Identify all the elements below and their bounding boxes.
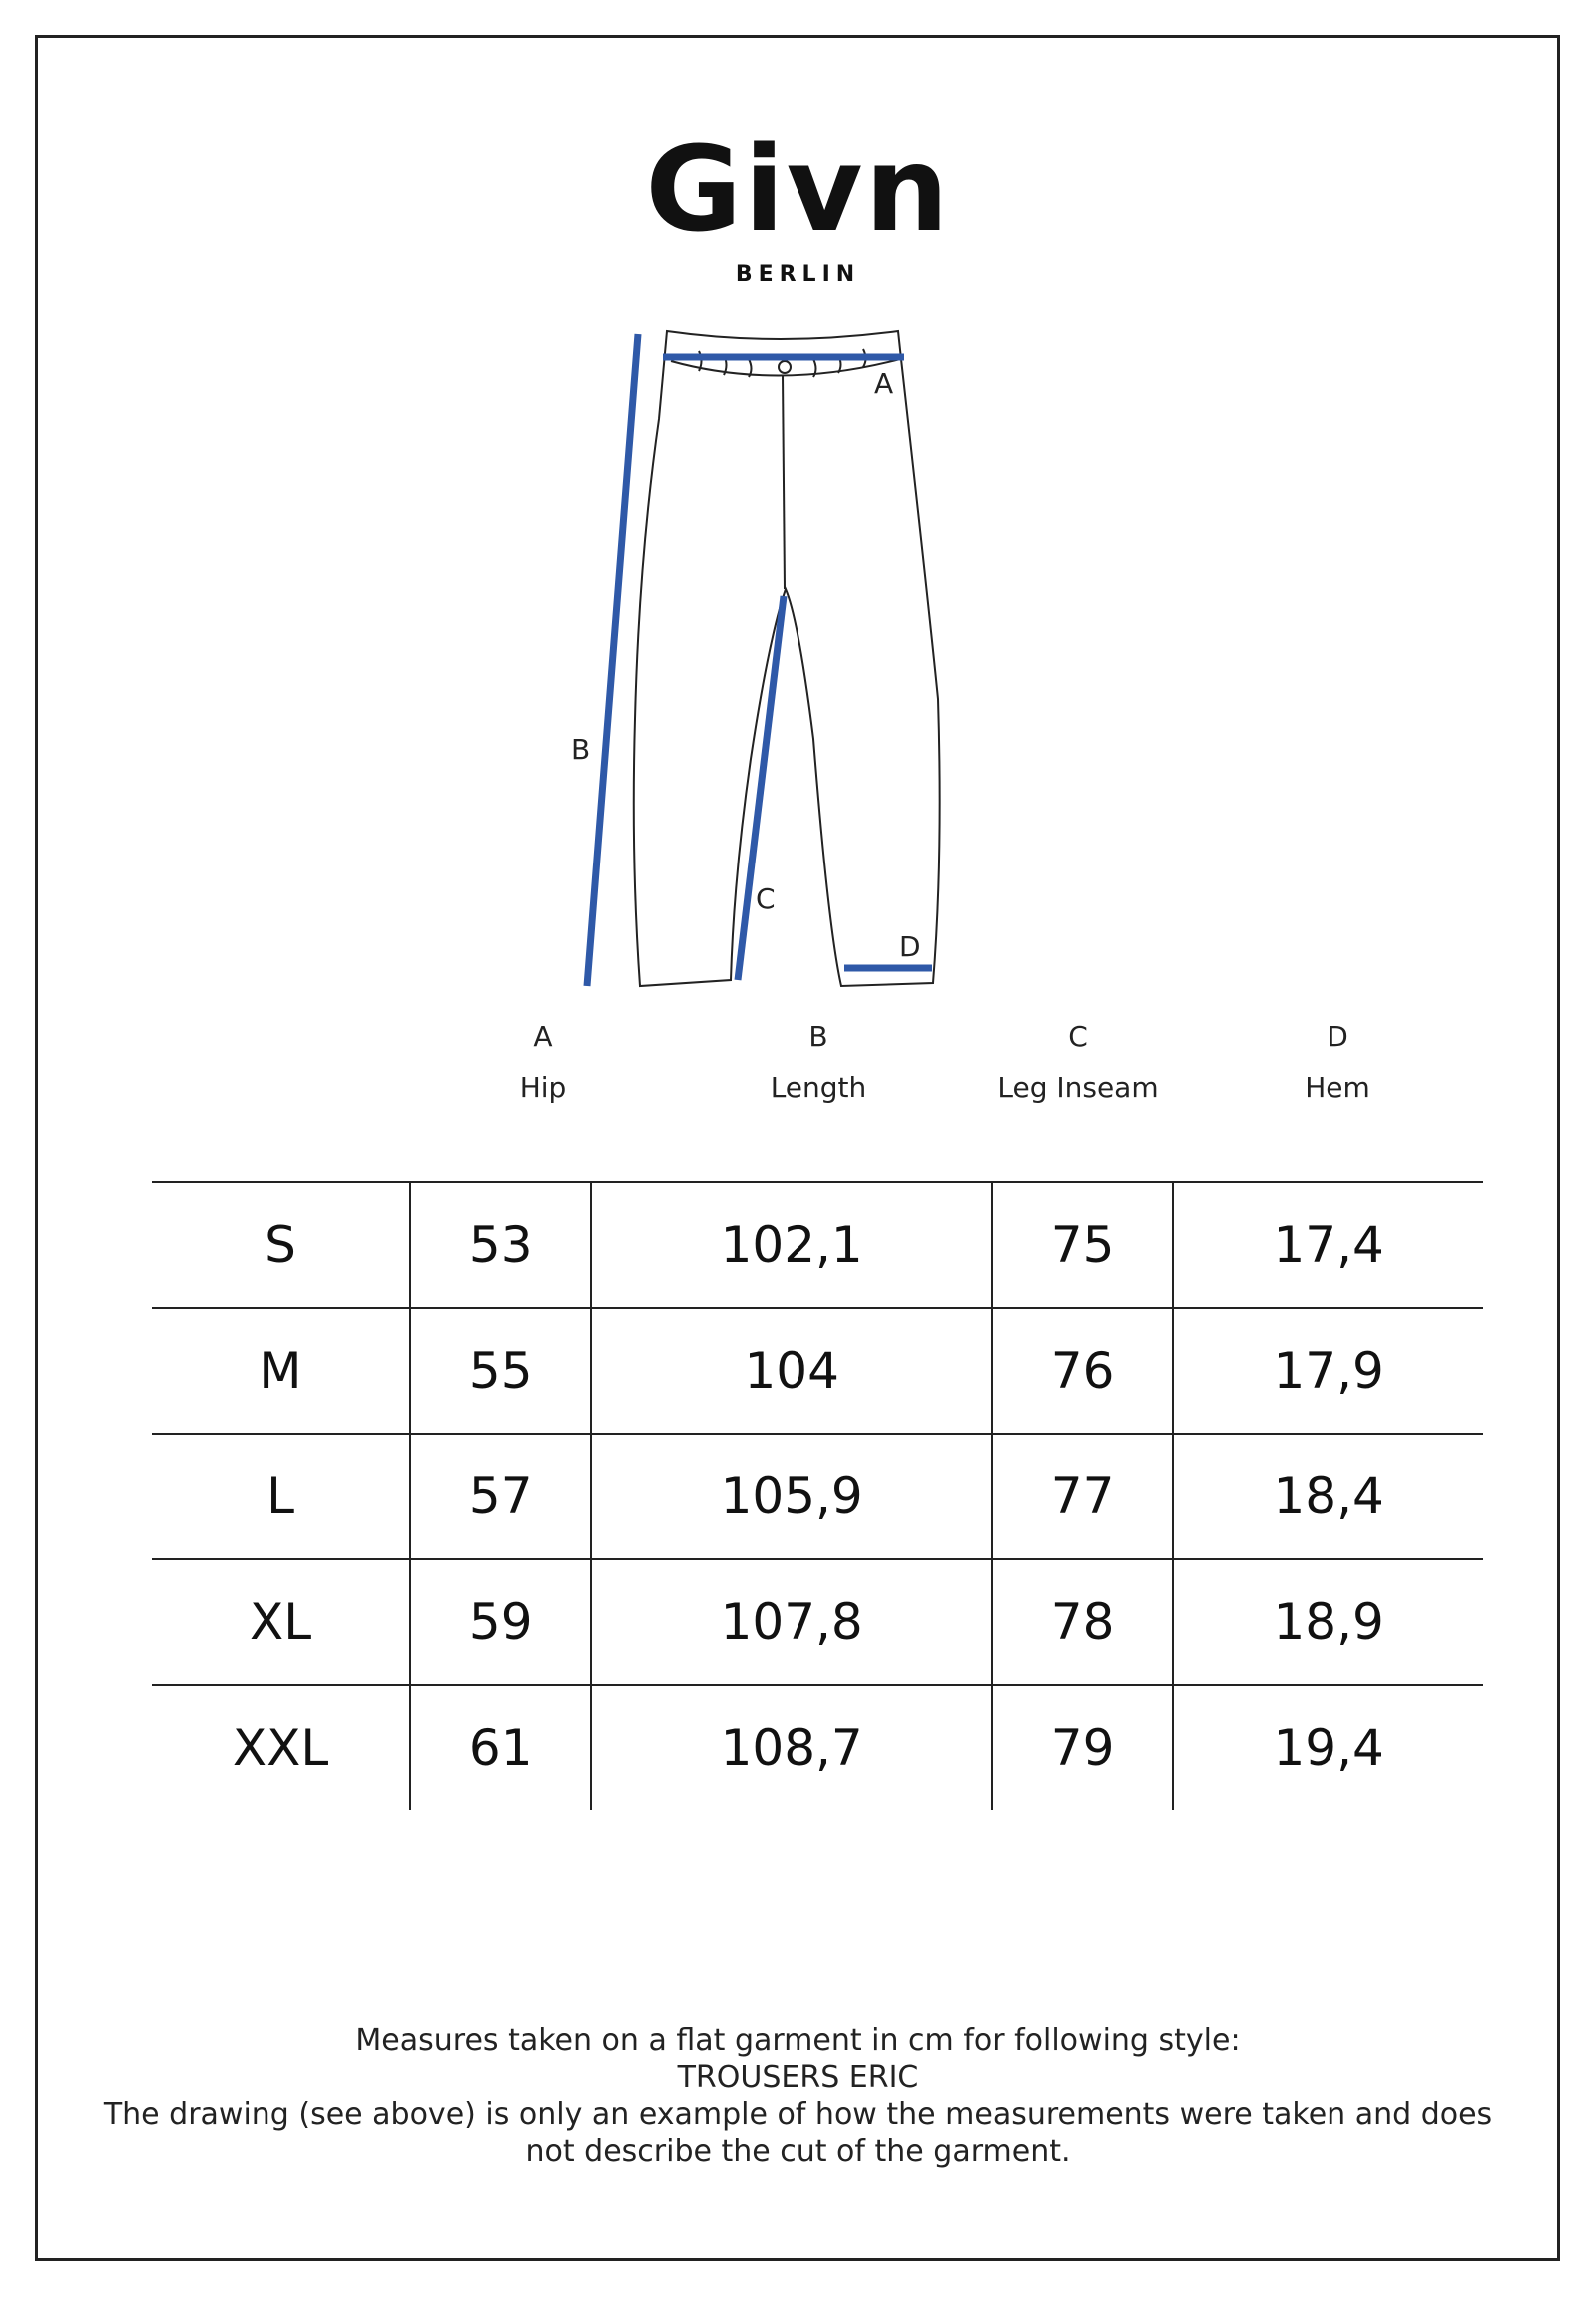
column-letter-b: B bbox=[808, 1020, 828, 1053]
column-name-length: Length bbox=[770, 1071, 867, 1104]
hem-cell: 18,9 bbox=[1173, 1559, 1483, 1685]
inseam-cell: 77 bbox=[992, 1434, 1173, 1559]
length-cell: 108,7 bbox=[591, 1685, 991, 1810]
length-cell: 104 bbox=[591, 1308, 991, 1434]
column-letter-a: A bbox=[533, 1020, 553, 1053]
length-cell: 102,1 bbox=[591, 1182, 991, 1308]
waist-button bbox=[779, 361, 791, 373]
footer-line-3: The drawing (see above) is only an example of how the measurements were taken and does bbox=[103, 2097, 1493, 2132]
brand-city: BERLIN bbox=[735, 262, 861, 287]
inseam-cell: 79 bbox=[992, 1685, 1173, 1810]
hem-cell: 17,9 bbox=[1173, 1308, 1483, 1434]
brand-logo: Givn bbox=[645, 120, 951, 258]
length-cell: 105,9 bbox=[591, 1434, 991, 1559]
size-cell: S bbox=[152, 1182, 410, 1308]
hem-cell: 18,4 bbox=[1173, 1434, 1483, 1559]
trousers-silhouette bbox=[634, 331, 940, 986]
hip-cell: 57 bbox=[410, 1434, 591, 1559]
footer-line-4: not describe the cut of the garment. bbox=[525, 2134, 1071, 2169]
fly-seam bbox=[783, 375, 785, 589]
hip-cell: 61 bbox=[410, 1685, 591, 1810]
table-row bbox=[152, 1308, 1483, 1434]
length-cell: 107,8 bbox=[591, 1559, 991, 1685]
column-letter-d: D bbox=[1327, 1020, 1348, 1053]
hem-cell: 19,4 bbox=[1173, 1685, 1483, 1810]
hip-cell: 55 bbox=[410, 1308, 591, 1434]
table-row bbox=[152, 1434, 1483, 1559]
size-cell: L bbox=[152, 1434, 410, 1559]
column-name-leg-inseam: Leg Inseam bbox=[997, 1071, 1159, 1104]
footer-note bbox=[60, 2022, 1536, 2170]
column-name-hem: Hem bbox=[1305, 1071, 1370, 1104]
trousers-outline bbox=[634, 331, 940, 986]
diagram-label-b: B bbox=[571, 733, 591, 766]
table-row bbox=[152, 1685, 1483, 1810]
measure-line-c-inseam bbox=[738, 596, 784, 980]
inseam-cell: 76 bbox=[992, 1308, 1173, 1434]
trousers-measurement-diagram bbox=[0, 0, 1596, 1008]
hip-cell: 59 bbox=[410, 1559, 591, 1685]
inseam-cell: 78 bbox=[992, 1559, 1173, 1685]
column-name-hip: Hip bbox=[519, 1071, 567, 1104]
size-cell: XXL bbox=[152, 1685, 410, 1810]
measure-line-b-length bbox=[587, 334, 638, 986]
inseam-cell: 75 bbox=[992, 1182, 1173, 1308]
size-chart-table bbox=[152, 1181, 1483, 1810]
diagram-label-d: D bbox=[899, 930, 921, 963]
diagram-label-a: A bbox=[874, 367, 894, 400]
footer-line-1: Measures taken on a flat garment in cm for following style: bbox=[355, 2023, 1241, 2058]
hem-cell: 17,4 bbox=[1173, 1182, 1483, 1308]
table-row bbox=[152, 1182, 1483, 1308]
size-cell: XL bbox=[152, 1559, 410, 1685]
size-cell: M bbox=[152, 1308, 410, 1434]
footer-style-name: TROUSERS ERIC bbox=[677, 2060, 919, 2095]
table-row bbox=[152, 1559, 1483, 1685]
diagram-label-c: C bbox=[756, 882, 776, 915]
hip-cell: 53 bbox=[410, 1182, 591, 1308]
column-letter-c: C bbox=[1068, 1020, 1088, 1053]
